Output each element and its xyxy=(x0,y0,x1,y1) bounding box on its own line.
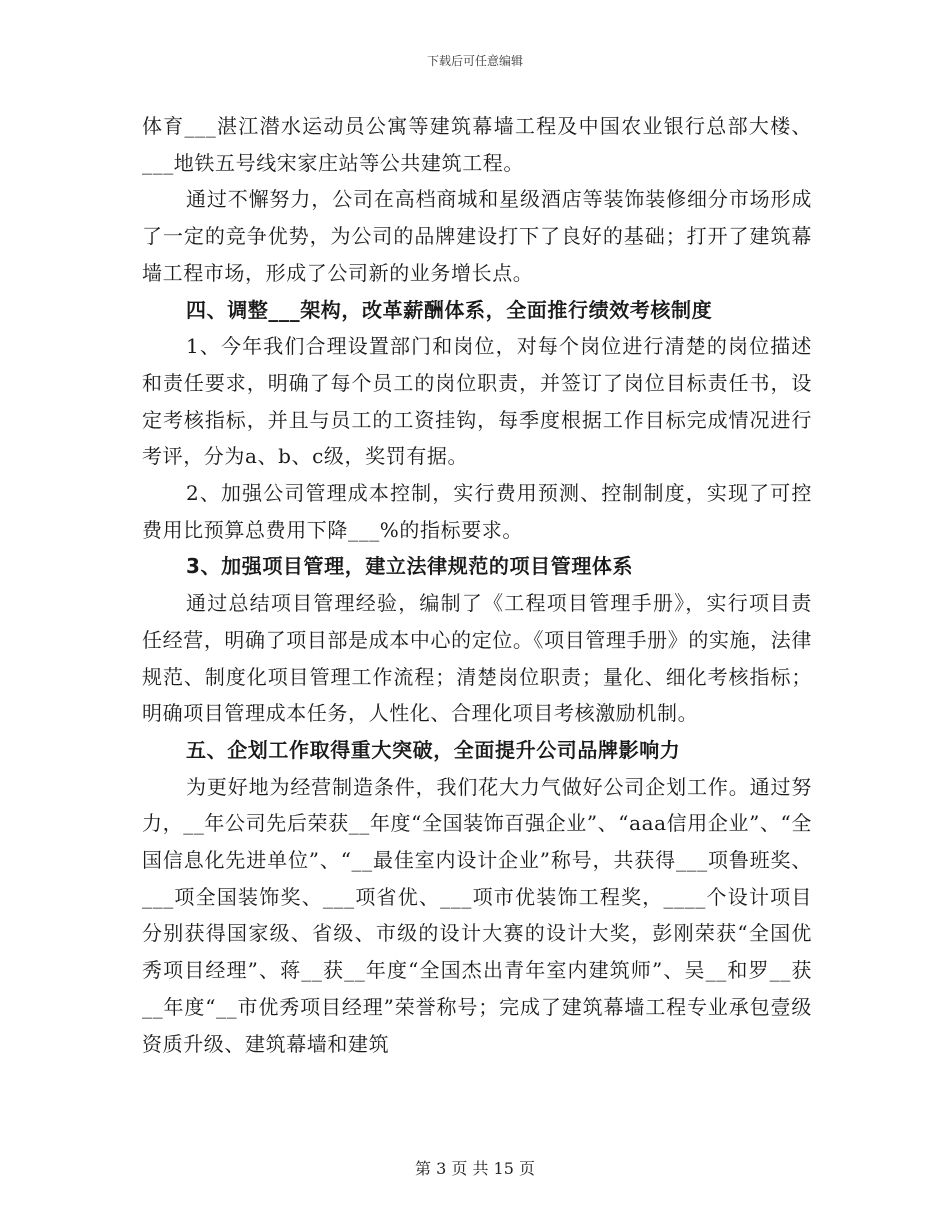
paragraph-market-advantage: 通过不懈努力，公司在高档商城和星级酒店等装饰装修细分市场形成了一定的竞争优势，为公司的品牌建设打下了良好的基础；打开了建筑幕墙工程市场，形成了公司新的业务增长点。 xyxy=(142,187,812,285)
paragraph-positions: 1、今年我们合理设置部门和岗位，对每个岗位进行清楚的岗位描述和责任要求，明确了每个员工的岗位职责，并签订了岗位目标责任书，设定考核指标，并且与员工的工资挂钩，每季度根据工作目标完成情况进行考评，分为a、b、c级，奖罚有据。 xyxy=(142,334,812,469)
section-heading-5: 五、企划工作取得重大突破，全面提升公司品牌影响力 xyxy=(186,737,681,762)
paragraph-continuation: 体育___湛江潜水运动员公寓等建筑幕墙工程及中国农业银行总部大楼、___地铁五号线宋家庄站等公共建筑工程。 xyxy=(142,114,812,175)
section-heading-3-project-management: 3、加强项目管理，建立法律规范的项目管理体系 xyxy=(186,554,634,579)
page-header: 下载后可任意编辑 xyxy=(426,54,523,68)
paragraph-cost-control: 2、加强公司管理成本控制，实行费用预测、控制制度，实现了可控费用比预算总费用下降___%的指标要求。 xyxy=(142,481,812,542)
paragraph-project-manual: 通过总结项目管理经验，编制了《工程项目管理手册》，实行项目责任经营，明确了项目部是成本中心的定位。《项目管理手册》的实施，法律规范、制度化项目管理工作流程；清楚岗位职责；量化、细化考核指标；明确项目管理成本任务，人性化、合理化项目考核激励机制。 xyxy=(142,591,812,726)
section-heading-4: 四、调整___架构，改革薪酬体系，全面推行绩效考核制度 xyxy=(186,297,713,322)
paragraph-branding-awards: 为更好地为经营制造条件，我们花大力气做好公司企划工作。通过努力，__年公司先后荣获__年度“全国装饰百强企业”、“aaa信用企业”、“全国信息化先进单位”、“__最佳室内设计企业”称号，共获得___项鲁班奖、___项全国装饰奖、___项省优、___项市优装饰工程奖，____个设计项目分别获得国家级、省级、市级的设计大赛的设计大奖，彭刚荣获“全国优秀项目经理”、蒋__获__年度“全国杰出青年室内建筑师”、吴__和罗__获__年度“__市优秀项目经理”荣誉称号；完成了建筑幕墙工程专业承包壹级资质升级、建筑幕墙和建筑 xyxy=(142,774,812,1056)
document-body xyxy=(142,108,812,1062)
page-number: 第 3 页 共 15 页 xyxy=(415,1159,535,1178)
